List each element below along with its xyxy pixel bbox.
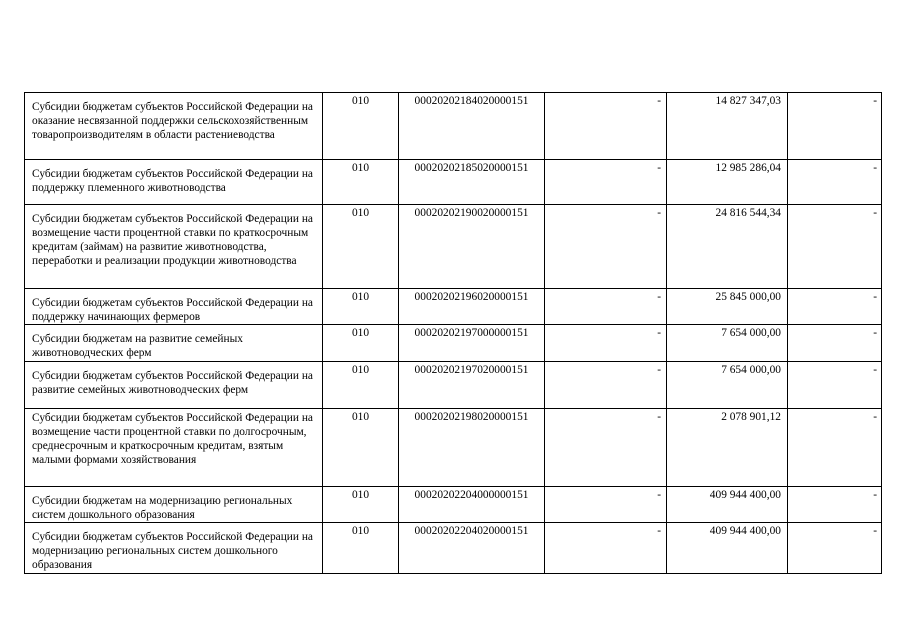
assigned-amount-cell: - bbox=[545, 409, 667, 487]
unexecuted-amount-cell: - bbox=[788, 523, 882, 574]
table-row bbox=[25, 487, 882, 523]
executed-amount-cell: 25 845 000,00 bbox=[667, 289, 788, 325]
assigned-amount-cell: - bbox=[545, 362, 667, 409]
budget-classification-code-cell: 00020202190020000151 bbox=[399, 205, 545, 289]
unexecuted-amount-cell: - bbox=[788, 289, 882, 325]
revenue-name-cell: Субсидии бюджетам на развитие семейных животноводческих ферм bbox=[25, 325, 323, 362]
admin-code-cell: 010 bbox=[323, 523, 399, 574]
unexecuted-amount-cell: - bbox=[788, 205, 882, 289]
revenue-name-cell: Субсидии бюджетам субъектов Российской Федерации на возмещение части процентной ставки по краткосрочным кредитам (займам) на развитие животноводства, переработки и реализации продукции животноводства bbox=[25, 205, 323, 289]
table-row bbox=[25, 523, 882, 574]
assigned-amount-cell: - bbox=[545, 160, 667, 205]
budget-classification-code-cell: 00020202204000000151 bbox=[399, 487, 545, 523]
budget-classification-code-cell: 00020202184020000151 bbox=[399, 93, 545, 160]
revenue-name-cell: Субсидии бюджетам субъектов Российской Федерации на возмещение части процентной ставки по долгосрочным, среднесрочным и краткосрочным кредитам, взятым малыми формами хозяйствования bbox=[25, 409, 323, 487]
budget-classification-code-cell: 00020202196020000151 bbox=[399, 289, 545, 325]
unexecuted-amount-cell: - bbox=[788, 325, 882, 362]
budget-classification-code-cell: 00020202204020000151 bbox=[399, 523, 545, 574]
executed-amount-cell: 409 944 400,00 bbox=[667, 487, 788, 523]
table-row bbox=[25, 289, 882, 325]
table-row bbox=[25, 205, 882, 289]
table-row bbox=[25, 362, 882, 409]
executed-amount-cell: 409 944 400,00 bbox=[667, 523, 788, 574]
admin-code-cell: 010 bbox=[323, 289, 399, 325]
assigned-amount-cell: - bbox=[545, 523, 667, 574]
assigned-amount-cell: - bbox=[545, 93, 667, 160]
assigned-amount-cell: - bbox=[545, 289, 667, 325]
revenue-name-cell: Субсидии бюджетам субъектов Российской Федерации на поддержку племенного животноводства bbox=[25, 160, 323, 205]
revenue-name-cell: Субсидии бюджетам субъектов Российской Федерации на модернизацию региональных систем дошкольного образования bbox=[25, 523, 323, 574]
executed-amount-cell: 7 654 000,00 bbox=[667, 325, 788, 362]
executed-amount-cell: 24 816 544,34 bbox=[667, 205, 788, 289]
revenue-name-cell: Субсидии бюджетам субъектов Российской Федерации на развитие семейных животноводческих ферм bbox=[25, 362, 323, 409]
executed-amount-cell: 7 654 000,00 bbox=[667, 362, 788, 409]
revenue-name-cell: Субсидии бюджетам на модернизацию региональных систем дошкольного образования bbox=[25, 487, 323, 523]
admin-code-cell: 010 bbox=[323, 325, 399, 362]
budget-revenue-table bbox=[24, 92, 882, 574]
budget-classification-code-cell: 00020202197000000151 bbox=[399, 325, 545, 362]
admin-code-cell: 010 bbox=[323, 205, 399, 289]
budget-classification-code-cell: 00020202197020000151 bbox=[399, 362, 545, 409]
budget-classification-code-cell: 00020202198020000151 bbox=[399, 409, 545, 487]
revenue-name-cell: Субсидии бюджетам субъектов Российской Федерации на поддержку начинающих фермеров bbox=[25, 289, 323, 325]
unexecuted-amount-cell: - bbox=[788, 487, 882, 523]
unexecuted-amount-cell: - bbox=[788, 409, 882, 487]
executed-amount-cell: 12 985 286,04 bbox=[667, 160, 788, 205]
executed-amount-cell: 2 078 901,12 bbox=[667, 409, 788, 487]
assigned-amount-cell: - bbox=[545, 325, 667, 362]
revenue-name-cell: Субсидии бюджетам субъектов Российской Федерации на оказание несвязанной поддержки сельскохозяйственным товаропроизводителям в области растениеводства bbox=[25, 93, 323, 160]
admin-code-cell: 010 bbox=[323, 93, 399, 160]
unexecuted-amount-cell: - bbox=[788, 362, 882, 409]
budget-classification-code-cell: 00020202185020000151 bbox=[399, 160, 545, 205]
admin-code-cell: 010 bbox=[323, 487, 399, 523]
assigned-amount-cell: - bbox=[545, 487, 667, 523]
admin-code-cell: 010 bbox=[323, 362, 399, 409]
assigned-amount-cell: - bbox=[545, 205, 667, 289]
unexecuted-amount-cell: - bbox=[788, 160, 882, 205]
table-row bbox=[25, 160, 882, 205]
table-row bbox=[25, 93, 882, 160]
unexecuted-amount-cell: - bbox=[788, 93, 882, 160]
table-row bbox=[25, 325, 882, 362]
executed-amount-cell: 14 827 347,03 bbox=[667, 93, 788, 160]
admin-code-cell: 010 bbox=[323, 160, 399, 205]
admin-code-cell: 010 bbox=[323, 409, 399, 487]
table-row bbox=[25, 409, 882, 487]
